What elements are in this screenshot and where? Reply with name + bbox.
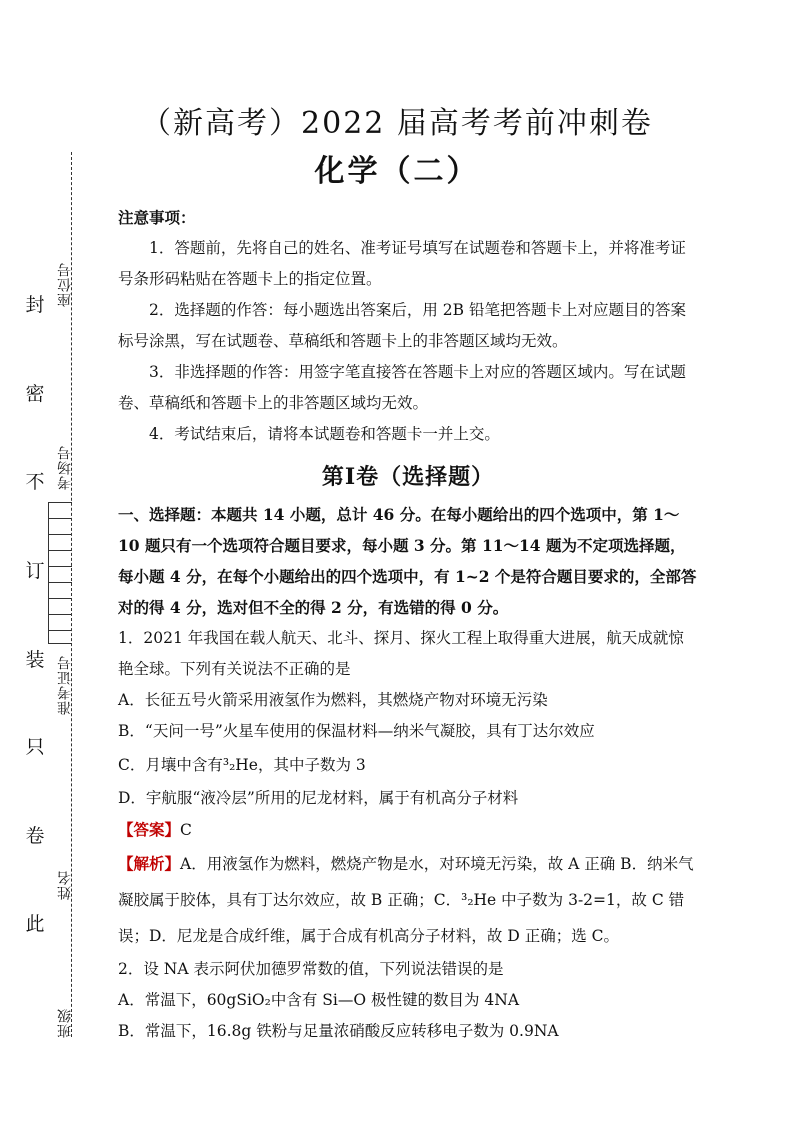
analysis-text: A．用液氢作为燃料，燃烧产物是水，对环境无污染，故 A 正确 B．纳米气凝胶属于胶体，具有丁达尔效应，故 B 正确；C．³₂He 中子数为 3-2=1，故 C 错误；D．尼龙是合成纤维，属于合成有机高分子材料，故 D 正确；选 C。 (118, 855, 694, 945)
seal-char: 不 (25, 471, 45, 493)
name-label: 姓名 (57, 870, 73, 900)
seal-char: 装 (25, 649, 45, 671)
admission-ticket-label: 准考证号 (57, 655, 73, 715)
seal-char: 封 (25, 294, 45, 316)
exam-title: （新高考）2022 届高考考前冲刺卷 (141, 106, 653, 141)
question-stem: 1．2021 年我国在载人航天、北斗、探月、探火工程上取得重大进展，航天成就惊艳全球。下列有关说法不正确的是 (118, 629, 684, 678)
exam-subtitle: 化学（二） (314, 154, 480, 189)
section-title: 第Ⅰ卷（选择题） (321, 464, 495, 490)
class-label: 班级 (57, 1008, 73, 1038)
seal-char: 密 (25, 383, 45, 405)
question-option: B．常温下，16.8g 铁粉与足量浓硝酸反应转移电子数为 0.9NA (118, 1022, 559, 1040)
seal-char: 只 (25, 736, 45, 758)
exam-content (118, 202, 698, 1047)
question-option: A．常温下，60gSiO₂中含有 Si—O 极性键的数目为 4NA (118, 991, 520, 1009)
section-instructions: 一、选择题：本题共 14 小题，总计 46 分。在每小题给出的四个选项中，第 1～10 题只有一个选项符合题目要求，每小题 3 分。第 11～14 题为不定项选择题，每小题 4 分，在每个小题给出的四个选项中，有 1~2 个是符合题目要求的，全部答对的得 4 分，选对但不全的得 2 分，有选错的得 0 分。 (118, 505, 697, 617)
analysis-line (118, 846, 698, 954)
question-stem: 2．设 NA 表示阿伏加德罗常数的值，下列说法错误的是 (118, 960, 504, 978)
question-option: D．宇航服“液冷层”所用的尼龙材料，属于有机高分子材料 (118, 789, 519, 807)
answer-line (118, 814, 698, 846)
notice-item: 4．考试结束后，请将本试题卷和答题卡一并上交。 (149, 425, 500, 443)
analysis-label: 【解析】 (118, 854, 181, 873)
answer-value: C (180, 821, 192, 839)
question-option: A．长征五号火箭采用液氢作为燃料，其燃烧产物对环境无污染 (118, 691, 548, 709)
notice-item: 1．答题前，先将自己的姓名、准考证号填写在试题卷和答题卡上，并将准考证号条形码粘贴在答题卡上的指定位置。 (118, 239, 686, 288)
question-option: B．“天问一号”火星车使用的保温材料—纳米气凝胶，具有丁达尔效应 (118, 722, 595, 740)
seat-number-label: 座位号 (57, 262, 73, 307)
answer-label: 【答案】 (118, 820, 181, 839)
notice-item: 2．选择题的作答：每小题选出答案后，用 2B 铅笔把答题卡上对应题目的答案标号涂黑，写在试题卷、草稿纸和答题卡上的非答题区域均无效。 (118, 301, 686, 350)
notice-item: 3．非选择题的作答：用签字笔直接答在答题卡上对应的答题区域内。写在试题卷、草稿纸和答题卡上的非答题区域均无效。 (118, 363, 686, 412)
question-option: C．月壤中含有³₂He，其中子数为 3 (118, 756, 366, 774)
exam-room-label: 考场号 (57, 445, 73, 490)
admission-number-grid (48, 502, 72, 644)
seal-char: 此 (25, 913, 45, 935)
seal-char: 订 (25, 560, 45, 582)
seal-char: 卷 (25, 825, 45, 847)
notice-heading: 注意事项： (118, 208, 196, 227)
